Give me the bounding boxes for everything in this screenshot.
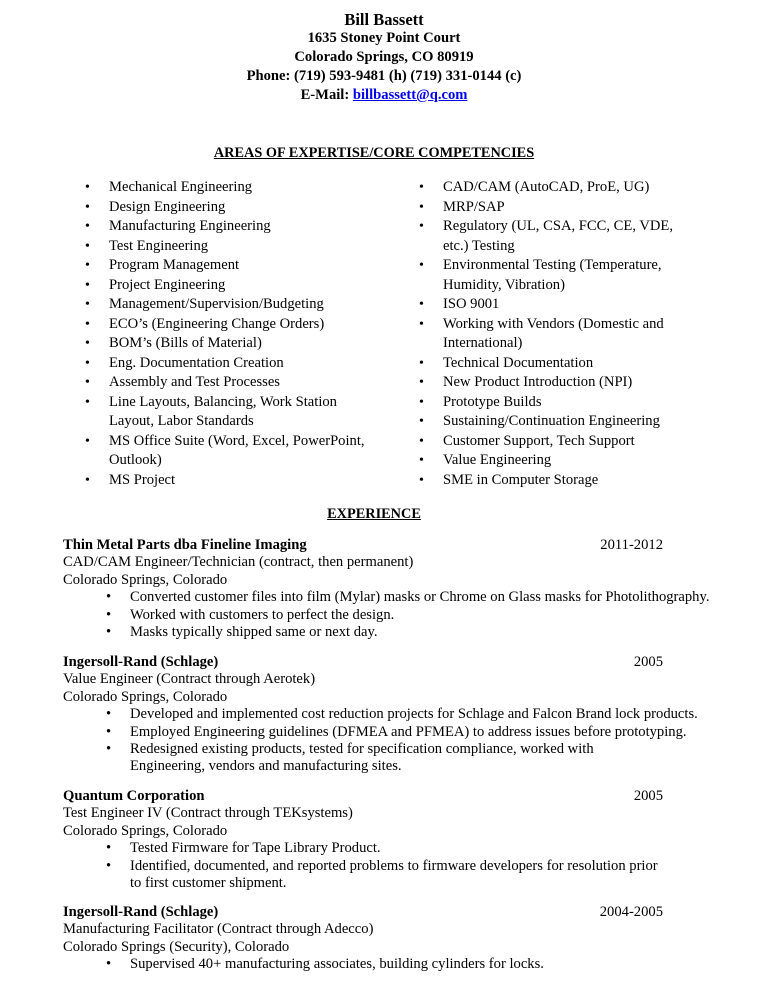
job-bullets	[63, 706, 723, 776]
list-item: • SME in Computer Storage	[419, 471, 687, 491]
list-item: • MS Project	[85, 471, 370, 491]
list-item: • Project Engineering	[85, 276, 370, 296]
list-item: • Worked with customers to perfect the design.	[63, 607, 723, 624]
job-role: CAD/CAM Engineer/Technician (contract, then permanent)	[63, 554, 414, 571]
job-entry	[63, 788, 723, 892]
list-item: • BOM’s (Bills of Material)	[85, 334, 370, 354]
list-item: • MS Office Suite (Word, Excel, PowerPoint, Outlook)	[85, 432, 370, 471]
address-line-1: 1635 Stoney Point Court	[307, 30, 461, 46]
list-item: • Mechanical Engineering	[85, 178, 370, 198]
job-dates: 2005	[633, 788, 663, 804]
list-item: • Supervised 40+ manufacturing associates, building cylinders for locks.	[63, 956, 723, 973]
job-bullets	[63, 840, 723, 892]
list-item: • Management/Supervision/Budgeting	[85, 295, 370, 315]
job-dates: 2011-2012	[600, 537, 663, 553]
list-item: • Working with Vendors (Domestic and International)	[419, 315, 687, 354]
list-item: • Redesigned existing products, tested for specification compliance, worked with Engineering, vendors and manufacturing sites.	[63, 741, 650, 776]
list-item: • Converted customer files into film (Mylar) masks or Chrome on Glass masks for Photolithography.	[63, 589, 723, 606]
list-item: • Identified, documented, and reported problems to firmware developers for resolution prior to first customer shipment.	[63, 858, 670, 893]
job-dates: 2005	[633, 654, 663, 670]
job-bullets	[63, 956, 723, 973]
job-dates: 2004-2005	[599, 904, 663, 920]
company-name: Thin Metal Parts dba Fineline Imaging	[63, 537, 307, 553]
job-location: Colorado Springs, Colorado	[63, 688, 228, 705]
job-entry	[63, 904, 723, 974]
email-link[interactable]: billbassett@q.com	[352, 87, 468, 103]
list-item: • Assembly and Test Processes	[85, 373, 370, 393]
list-item: • Masks typically shipped same or next day.	[63, 624, 723, 641]
list-item: • Test Engineering	[85, 237, 370, 257]
list-item: • ECO’s (Engineering Change Orders)	[85, 315, 370, 335]
list-item: • New Product Introduction (NPI)	[419, 373, 687, 393]
expertise-list-right	[419, 178, 687, 490]
list-item: • Manufacturing Engineering	[85, 217, 370, 237]
job-role: Manufacturing Facilitator (Contract through Adecco)	[63, 921, 374, 938]
email-label: E-Mail:	[300, 87, 350, 103]
job-location: Colorado Springs, Colorado	[63, 571, 228, 588]
expertise-list-left	[85, 178, 370, 490]
list-item: • ISO 9001	[419, 295, 687, 315]
job-role: Test Engineer IV (Contract through TEKsystems)	[63, 805, 353, 822]
list-item: • Environmental Testing (Temperature, Humidity, Vibration)	[419, 256, 687, 295]
list-item: • Technical Documentation	[419, 354, 687, 374]
list-item: • Design Engineering	[85, 198, 370, 218]
list-item: • Sustaining/Continuation Engineering	[419, 412, 687, 432]
list-item: • Program Management	[85, 256, 370, 276]
job-entry	[63, 654, 723, 776]
job-role: Value Engineer (Contract through Aerotek)	[63, 671, 316, 688]
resume-header	[0, 10, 768, 105]
list-item: • Regulatory (UL, CSA, FCC, CE, VDE, etc.) Testing	[419, 217, 687, 256]
job-location: Colorado Springs (Security), Colorado	[63, 938, 290, 955]
experience-heading: EXPERIENCE	[327, 506, 421, 522]
job-entry	[63, 537, 723, 641]
list-item: • Eng. Documentation Creation	[85, 354, 370, 374]
address-line-2: Colorado Springs, CO 80919	[294, 49, 474, 65]
list-item: • CAD/CAM (AutoCAD, ProE, UG)	[419, 178, 687, 198]
phone-line: Phone: (719) 593-9481 (h) (719) 331-0144 (c)	[246, 68, 522, 84]
list-item: • Tested Firmware for Tape Library Product.	[63, 840, 723, 857]
list-item: • Line Layouts, Balancing, Work Station Layout, Labor Standards	[85, 393, 370, 432]
list-item: • MRP/SAP	[419, 198, 687, 218]
list-item: • Developed and implemented cost reduction projects for Schlage and Falcon Brand lock products.	[63, 706, 723, 723]
job-location: Colorado Springs, Colorado	[63, 822, 228, 839]
company-name: Ingersoll-Rand (Schlage)	[63, 654, 219, 670]
company-name: Ingersoll-Rand (Schlage)	[63, 904, 219, 920]
email-line	[0, 86, 768, 105]
job-bullets	[63, 589, 723, 641]
list-item: • Value Engineering	[419, 451, 687, 471]
candidate-name: Bill Bassett	[344, 10, 424, 29]
list-item: • Prototype Builds	[419, 393, 687, 413]
expertise-heading: AREAS OF EXPERTISE/CORE COMPETENCIES	[213, 145, 535, 161]
list-item: • Customer Support, Tech Support	[419, 432, 687, 452]
list-item: • Employed Engineering guidelines (DFMEA and PFMEA) to address issues before prototyping.	[63, 724, 723, 741]
company-name: Quantum Corporation	[63, 788, 205, 804]
